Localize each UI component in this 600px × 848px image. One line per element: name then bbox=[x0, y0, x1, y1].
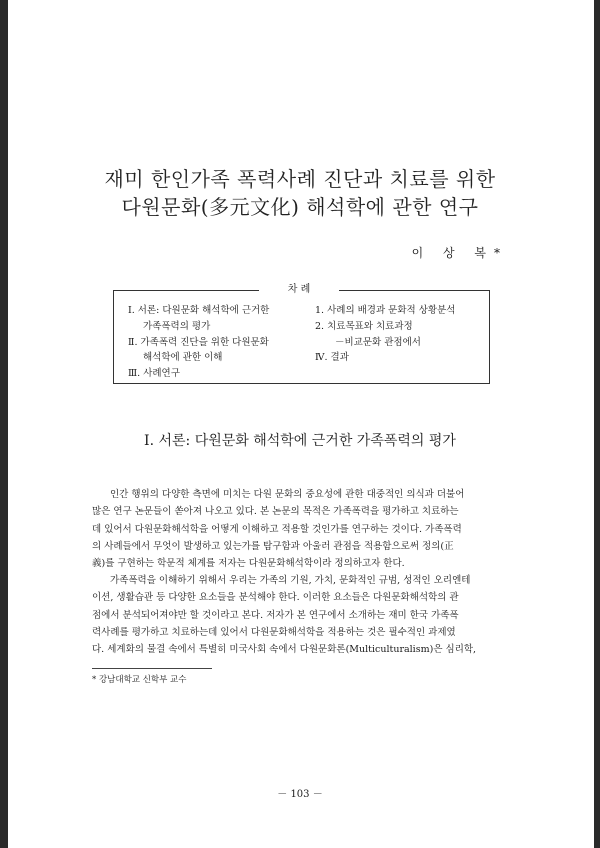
text-line: 이션, 생활습관 등 다양한 요소들을 분석해야 한다. 이러한 요소들은 다원문화해석학의 관 bbox=[92, 592, 459, 604]
toc-item: 해석학에 관한 이해 bbox=[143, 352, 223, 363]
toc-item: Ⅳ. 결과 bbox=[315, 352, 349, 363]
text-line: 데 있어서 다원문화해석학을 어떻게 이해하고 적용할 것인가를 연구하는 것이다. 가족폭력 bbox=[92, 523, 462, 535]
scan-edge-right bbox=[594, 0, 600, 848]
author: 이 상 복* bbox=[411, 246, 508, 260]
footnote: * 강남대학교 신학부 교수 bbox=[92, 675, 187, 685]
toc-item: －비교문화 관점에서 bbox=[335, 337, 421, 348]
text-line: 가족폭력을 이해하기 위해서 우리는 가족의 기원, 가치, 문화적인 규범, 성적인 오리엔테 bbox=[110, 575, 471, 586]
body-paragraph-1 bbox=[92, 486, 512, 572]
text-line: 다. 세계화의 물결 속에서 특별히 미국사회 속에서 다원문화론(Multiculturalism)은 심리학, bbox=[92, 644, 477, 656]
paper-title-line-2: 다원문화(多元文化) 해석학에 관한 연구 bbox=[121, 195, 479, 219]
page-number: － 103 － bbox=[277, 789, 323, 800]
toc-item: Ⅲ. 사례연구 bbox=[128, 368, 180, 379]
text-line: 인간 행위의 다양한 측면에 미치는 다원 문화의 중요성에 관한 대중적인 의식과 더불어 bbox=[110, 489, 465, 500]
body-paragraph-2 bbox=[92, 572, 512, 658]
footnote-rule bbox=[92, 668, 212, 669]
text-line: 많은 연구 논문들이 쏟아져 나오고 있다. 본 논문의 목적은 가족폭력을 평가하고 치료하는 bbox=[92, 506, 459, 518]
toc-item: 2. 치료목표와 치료과정 bbox=[315, 321, 413, 332]
toc-label: 차 례 bbox=[259, 283, 339, 297]
section-heading: Ⅰ. 서론: 다원문화 해석학에 근거한 가족폭력의 평가 bbox=[144, 433, 456, 449]
paper-title-line-1: 재미 한인가족 폭력사례 진단과 치료를 위한 bbox=[104, 167, 496, 191]
toc-item: 1. 사례의 배경과 문화적 상황분석 bbox=[315, 305, 456, 316]
scan-edge-left bbox=[0, 0, 8, 848]
toc-item: 가족폭력의 평가 bbox=[143, 321, 211, 332]
toc-item: Ⅱ. 가족폭력 진단을 위한 다원문화 bbox=[128, 337, 269, 348]
text-line: 義)를 구현하는 학문적 체계를 저자는 다원문화해석학이라 정의하고자 한다. bbox=[92, 558, 405, 570]
text-line: 력사례를 평가하고 치료하는데 있어서 다원문화해석학을 적용하는 것은 필수적인 과제였 bbox=[92, 626, 456, 638]
text-line: 점에서 분석되어져야만 할 것이라고 본다. 저자가 본 연구에서 소개하는 재미 한국 가족폭 bbox=[92, 609, 459, 621]
text-line: 의 사례들에서 무엇이 발생하고 있는가를 탐구함과 아울러 관점을 적용함으로써 정의(正 bbox=[92, 540, 454, 552]
toc-item: Ⅰ. 서론: 다원문화 해석학에 근거한 bbox=[128, 305, 270, 316]
